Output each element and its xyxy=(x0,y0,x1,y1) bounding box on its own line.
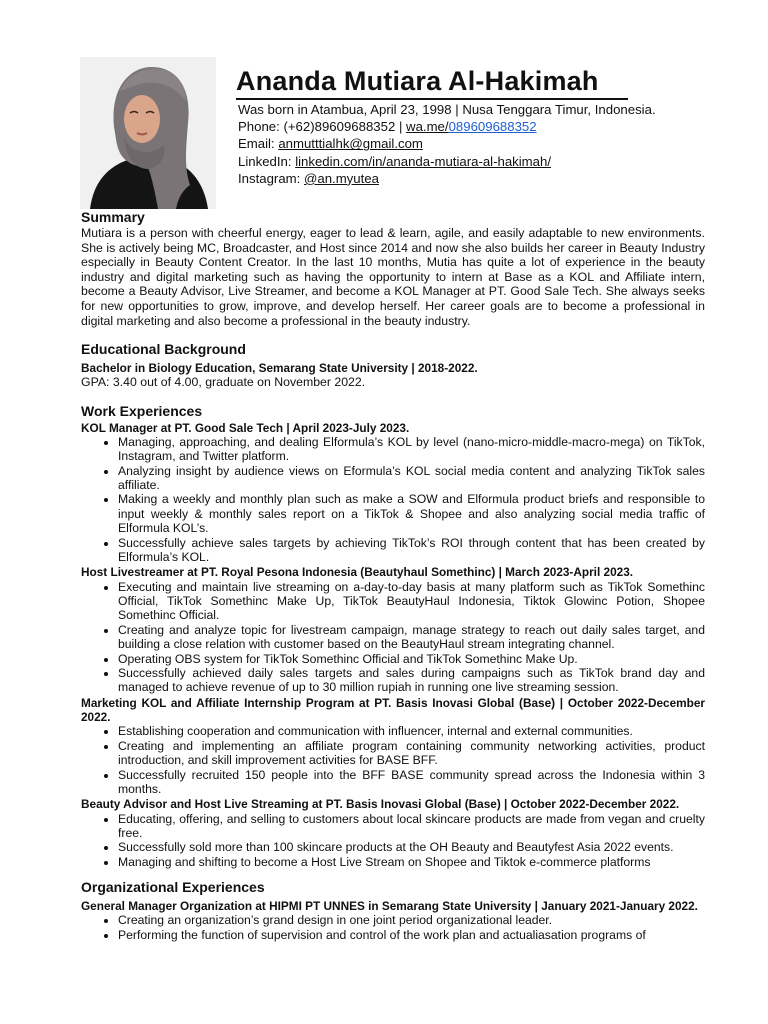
linkedin-link[interactable]: linkedin.com/in/ananda-mutiara-al-hakimah/ xyxy=(295,153,552,169)
resume-content xyxy=(81,209,705,942)
instagram-line xyxy=(238,170,656,187)
work-job-bullets xyxy=(81,435,705,565)
education-gpa: GPA: 3.40 out of 4.00, graduate on November 2022. xyxy=(81,375,366,390)
list-item: • Creating and analyze topic for livestream campaign, manage strategy to reach out daily sales target, and building a close relation with customer based on the BeautyHaul stream integrating channel. xyxy=(118,623,705,652)
work-job-bullets xyxy=(81,812,705,870)
education-degree: Bachelor in Biology Education, Semarang State University | 2018-2022. xyxy=(81,361,478,376)
list-item: • Educating, offering, and selling to customers about local skincare products are made from vegan and cruelty free. xyxy=(118,812,705,841)
linkedin-line xyxy=(238,153,656,170)
portrait-photo-icon xyxy=(80,57,216,209)
whatsapp-link-number[interactable]: 089609688352 xyxy=(448,119,537,135)
list-item: • Operating OBS system for TikTok Somethinc Official and TikTok Somethinc Make Up. xyxy=(118,652,705,666)
name-underline xyxy=(236,98,628,100)
list-item: • Successfully recruited 150 people into the BFF BASE community spread across the Indonesia within 3 months. xyxy=(118,768,705,797)
list-item: • Establishing cooperation and communication with influencer, internal and external communities. xyxy=(118,724,705,738)
instagram-link[interactable]: @an.myutea xyxy=(303,170,379,186)
work-job xyxy=(81,565,705,694)
work-job-bullets xyxy=(81,724,705,796)
profile-photo xyxy=(80,57,216,209)
phone-line xyxy=(238,118,656,135)
org-job-bullets xyxy=(81,913,705,942)
work-job-title: Marketing KOL and Affiliate Internship Program at PT. Basis Inovasi Global (Base) | October 2022-December 2022. xyxy=(81,695,705,725)
org-job xyxy=(81,899,705,942)
contact-block xyxy=(238,101,656,187)
work-heading: Work Experiences xyxy=(81,402,203,419)
phone-text: Phone: (+62)89609688352 | xyxy=(238,119,407,135)
education-heading: Educational Background xyxy=(81,341,246,358)
work-job xyxy=(81,421,705,565)
whatsapp-link-domain[interactable]: wa.me/ xyxy=(406,119,449,135)
email-line xyxy=(238,135,656,152)
organization-heading: Organizational Experiences xyxy=(81,879,265,896)
summary-text: Mutiara is a person with cheerful energy, eager to lead & learn, agile, and easily adaptable to new environments. She is actively being MC, Broadcaster, and Host since 2014 and now she also builds her career in Beauty Industry especially in Beauty Content Creator. In the last 10 months, Mutia has quite a lot of experience in the beauty industry and digital marketing such as having the opportunity to intern at Base as a KOL and Affiliate intern, become a Beauty Advisor, Live Streamer, and become a KOL Manager at PT. Good Sale Tech. She always seeks for new opportunities to grow, improve, and develop herself. Her career goals are to become a professional in digital marketing and also become a professional in the beauty industry. xyxy=(81,226,705,328)
list-item: • Managing, approaching, and dealing Elformula’s KOL by level (nano-micro-middle-macro-mega) on TikTok, Instagram, and Twitter platform. xyxy=(118,435,705,464)
list-item: • Managing and shifting to become a Host Live Stream on Shopee and Tiktok e-commerce platforms xyxy=(118,855,705,869)
linkedin-label: LinkedIn: xyxy=(238,153,296,169)
list-item: • Successfully achieved daily sales targets and sales during campaigns such as TikTok brand day and managed to achieve revenue of up to 30 million rupiah in running one live streaming session. xyxy=(118,666,705,695)
work-job xyxy=(81,797,705,869)
birth-info: Was born in Atambua, April 23, 1998 | Nusa Tenggara Timur, Indonesia. xyxy=(238,102,656,117)
email-label: Email: xyxy=(238,136,279,152)
instagram-label: Instagram: xyxy=(238,170,304,186)
list-item: • Creating an organization’s grand design in one joint period organizational leader. xyxy=(118,913,705,927)
work-job-bullets xyxy=(81,580,705,695)
list-item: • Executing and maintain live streaming on a-day-to-day basis at many platform such as TikTok Somethinc Official, TikTok Somethinc Make Up, TikTok BeautyHaul Indonesia, Tiktok Glowinc Potion, Shopee Somethinc Official. xyxy=(118,580,705,623)
list-item: • Successfully achieve sales targets by achieving TikTok’s ROI through content that has been created by Elformula’s KOL. xyxy=(118,536,705,565)
list-item: • Making a weekly and monthly plan such as make a SOW and Elformula product briefs and responsible to input weekly & monthly sales report on a TikTok & Shopee and also analyzing social media traffic of Elformula KOL’s. xyxy=(118,492,705,535)
summary-heading: Summary xyxy=(81,209,145,225)
list-item: • Performing the function of supervision and control of the work plan and actualiasation programs of xyxy=(118,928,705,942)
org-job-title: General Manager Organization at HIPMI PT UNNES in Semarang State University | January 2021-January 2022. xyxy=(81,899,698,914)
email-link[interactable]: anmutttialhk@gmail.com xyxy=(278,136,423,152)
list-item: • Successfully sold more than 100 skincare products at the OH Beauty and Beautyfest Asia 2022 events. xyxy=(118,840,705,854)
list-item: • Creating and implementing an affiliate program containing community networking activities, product introduction, and skill improvement activities for BASE BFF. xyxy=(118,739,705,768)
work-job-title: KOL Manager at PT. Good Sale Tech | April 2023-July 2023. xyxy=(81,420,410,435)
candidate-name: Ananda Mutiara Al-Hakimah xyxy=(236,66,599,96)
list-item: • Analyzing insight by audience views on Eformula’s KOL social media content and analyzing TikTok sales affiliate. xyxy=(118,464,705,493)
work-job-title: Host Livestreamer at PT. Royal Pesona Indonesia (Beautyhaul Somethinc) | March 2023-April 2023. xyxy=(81,565,634,580)
work-job xyxy=(81,696,705,796)
work-job-title: Beauty Advisor and Host Live Streaming at PT. Basis Inovasi Global (Base) | October 2022-December 2022. xyxy=(81,797,680,812)
